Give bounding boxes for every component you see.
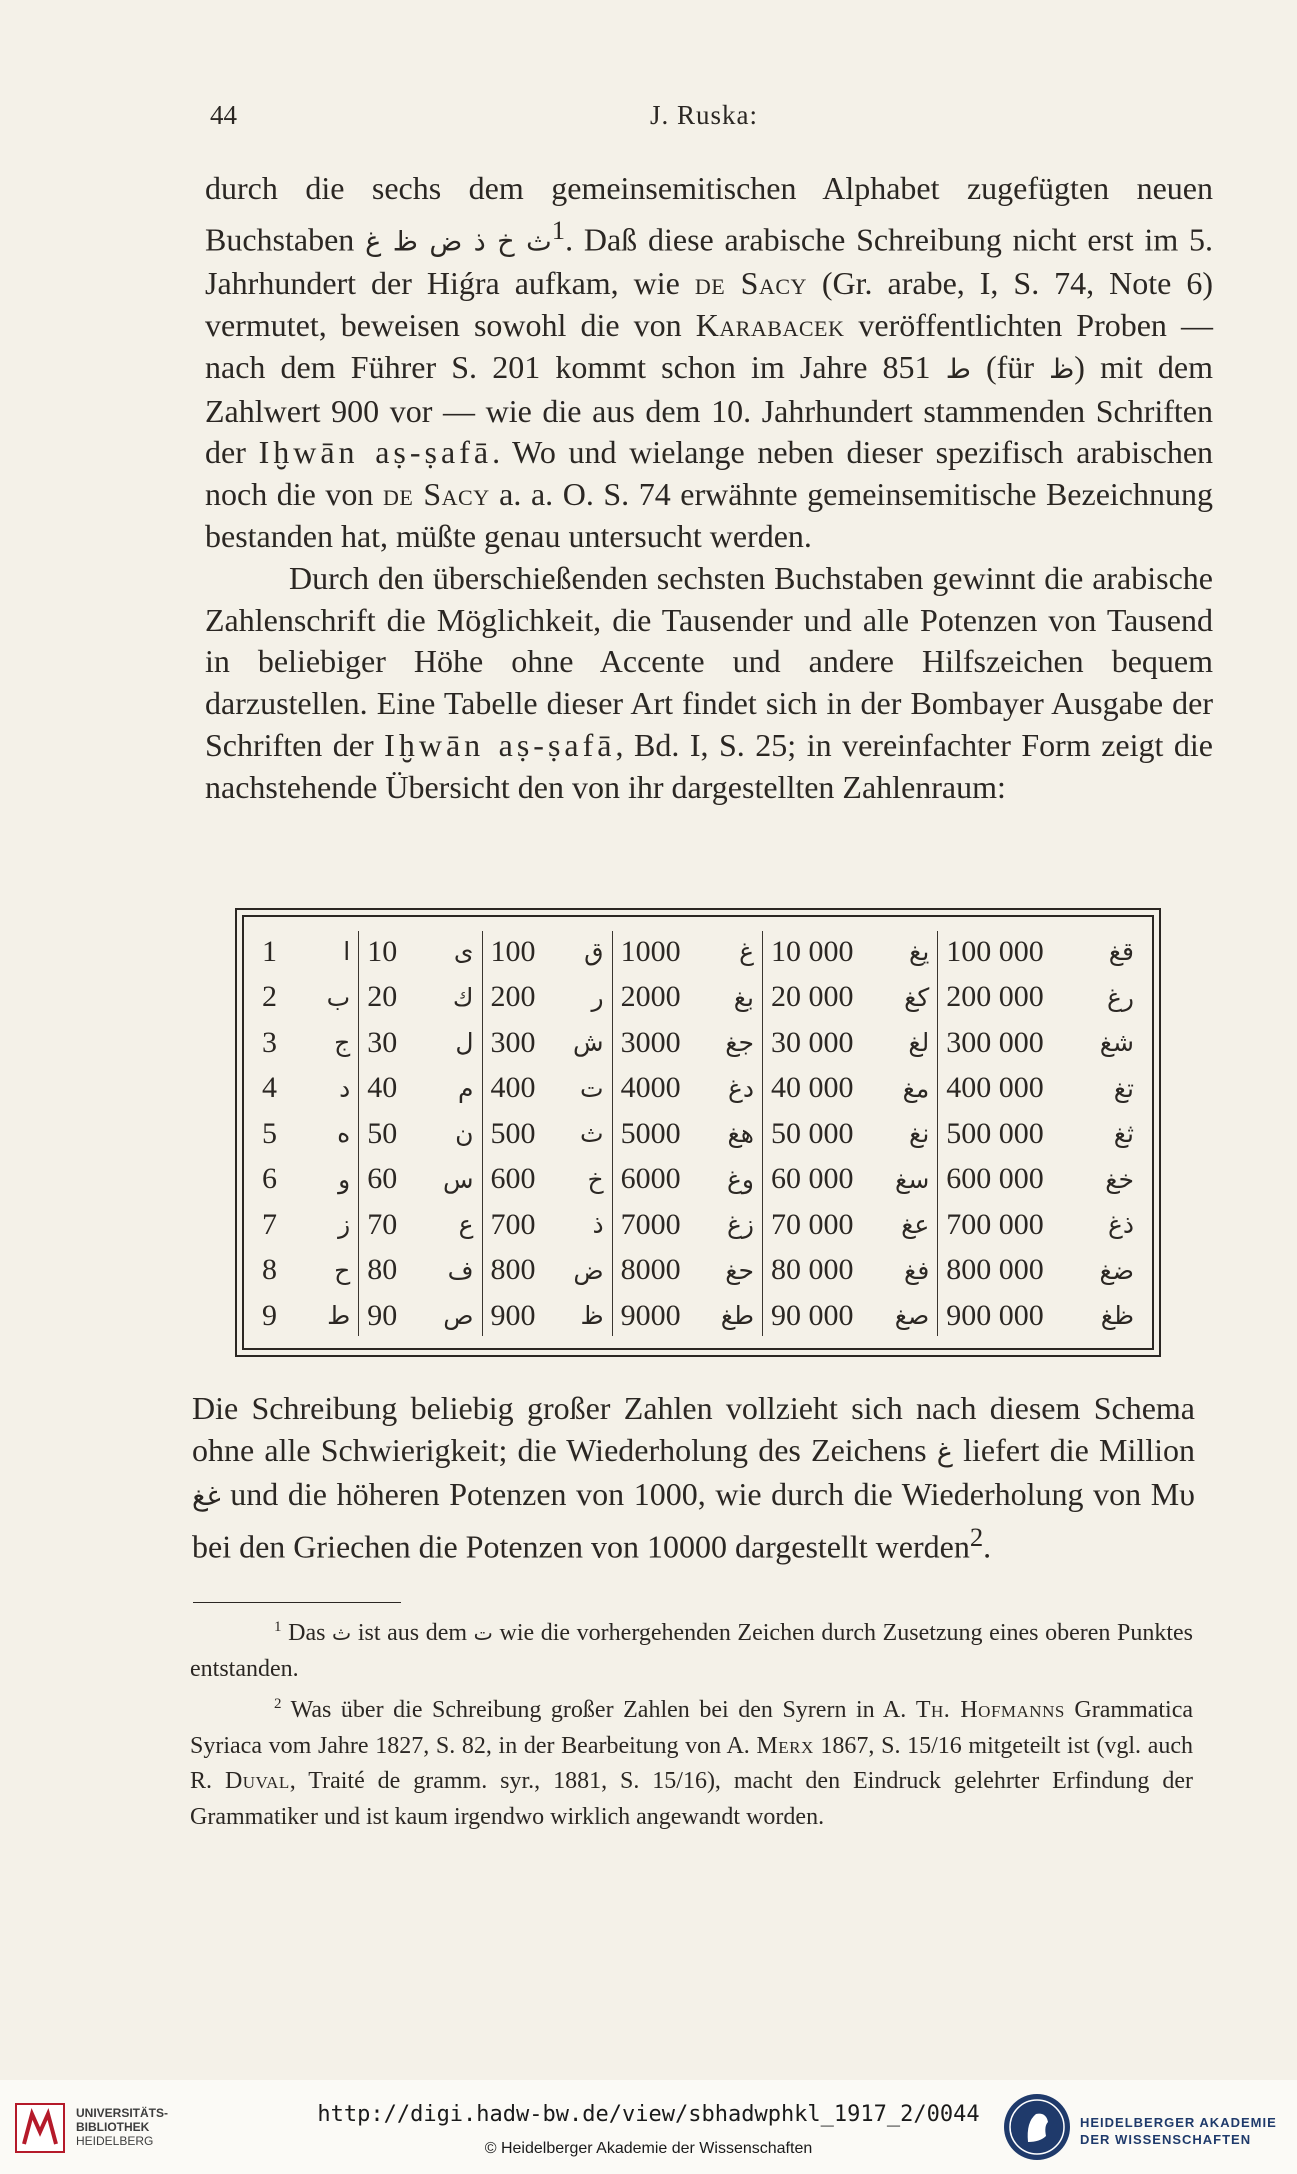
arabic-numeral: نغ	[909, 1119, 930, 1148]
author-name: de Sacy	[694, 265, 807, 302]
table-cell	[946, 1159, 1134, 1200]
arabic-numeral: هغ	[727, 1119, 754, 1148]
table-cell	[491, 1159, 604, 1200]
footnote-rule	[193, 1602, 401, 1603]
table-column	[358, 931, 481, 1336]
arabic-numeral: طغ	[720, 1301, 754, 1330]
arabic-numeral: غ	[739, 937, 754, 966]
table-cell	[946, 1295, 1134, 1336]
arabic-numeral: خ	[587, 1164, 604, 1194]
table-cell	[771, 977, 929, 1018]
text-run: Die Schreibung beliebig großer Zahlen vollzieht sich nach diesem Schema ohne alle Schwierigkeit; die Wiederholung des Zeichens	[192, 1390, 1195, 1468]
table-cell	[491, 1295, 604, 1336]
table-cell	[262, 1295, 350, 1336]
text-run: und die höheren Potenzen von 1000, wie durch die Wiederholung von Mυ bei den Griechen die Potenzen von 10000 dargestellt werden	[192, 1475, 1195, 1566]
arabic-numeral: د	[339, 1073, 351, 1103]
academy-seal-icon	[1002, 2092, 1072, 2162]
footnote-1: $^1$ Das ث ist aus dem ت wie die vorhergehenden Zeichen durch Zusetzung eines oberen Punktes entstanden.	[190, 1619, 1193, 1682]
numeral-value: 8000	[620, 1253, 681, 1286]
numeral-value: 6	[262, 1162, 277, 1195]
arabic-letter: ط	[945, 353, 971, 385]
arabic-numeral: ذغ	[1107, 1210, 1134, 1239]
arabic-numeral: ش	[573, 1028, 604, 1057]
text-run: ist aus dem	[351, 1620, 474, 1646]
numeral-value: 10 000	[771, 934, 854, 968]
numeral-value: 50	[367, 1116, 398, 1150]
table-cell	[262, 1250, 350, 1291]
table-cell	[621, 931, 754, 972]
text-run: a. a. O. S. 74 erwähnte gemeinsemitische Bezeichnung bestanden hat, müßte genau untersucht werden.	[205, 476, 1214, 555]
arabic-numeral: ج	[334, 1028, 351, 1057]
numeral-value: 100	[490, 934, 536, 968]
arabic-letters: ث خ ذ ض ظ غ	[365, 226, 552, 258]
numeral-value: 800 000	[946, 1253, 1044, 1286]
arabic-numeral: زغ	[727, 1210, 754, 1239]
numeral-value: 2000	[620, 980, 681, 1013]
page-header	[210, 100, 1200, 140]
arabic-numeral: ك	[452, 982, 474, 1012]
numeral-value: 900 000	[946, 1298, 1044, 1332]
viewer-footer	[0, 2080, 1297, 2174]
table-cell	[491, 977, 604, 1018]
numeral-value: 500 000	[946, 1116, 1044, 1150]
text-after-table	[192, 1388, 1195, 1569]
numeral-value: 30	[367, 1025, 398, 1059]
numeral-value: 1000	[620, 934, 681, 968]
arabic-numeral: ظغ	[1100, 1301, 1134, 1330]
author-name: Karabacek	[695, 307, 845, 344]
footnote-2: $^2$ Was über die Schreibung großer Zahlen bei den Syrern in A. Th. Hofmanns Grammatica Syriaca vom Jahre 1827, S. 82, in der Bearbeitung von A. Merx 1867, S. 15/16 mitgeteilt ist (vgl. auch R. Duval, Traité de gramm. syr., 1881, S. 15/16), macht den Eindruck gelehrter Erfindung der Grammatiker und ist kaum irgendwo wirklich angewandt worden.	[190, 1696, 1194, 1830]
numeral-value: 2	[262, 980, 277, 1013]
numeral-value: 90 000	[771, 1298, 854, 1332]
table-cell	[771, 1068, 929, 1109]
table-column	[254, 931, 358, 1336]
numeral-value: 1	[262, 934, 277, 968]
text-run: 1867, S. 15/16 mitgeteilt ist (vgl. auch R.	[190, 1732, 1193, 1794]
text-run: . Wo und wielange neben dieser spezifisch arabischen noch die von	[205, 434, 1214, 513]
arabic-letter: ظ	[1049, 353, 1075, 385]
text-run: , Traité de gramm. syr., 1881, S. 15/16), macht den Eindruck gelehrter Erfindung der Grammatiker und ist kaum irgendwo wirklich angewandt worden.	[190, 1768, 1193, 1830]
arabic-letter: ت	[473, 1621, 493, 1645]
arabic-numeral: م	[458, 1073, 474, 1103]
arabic-numeral: جغ	[725, 1028, 754, 1057]
numeral-value: 4000	[620, 1071, 681, 1104]
numeral-table-grid	[242, 915, 1154, 1350]
numeral-value: 20	[367, 980, 398, 1013]
text-run: durch die sechs dem gemeinsemitischen Alphabet zugefügten neuen Buchstaben	[205, 170, 1213, 258]
table-cell	[491, 1250, 604, 1291]
numeral-value: 40 000	[771, 1071, 854, 1104]
numeral-value: 60 000	[771, 1162, 854, 1195]
table-cell	[367, 931, 473, 972]
table-cell	[491, 1022, 604, 1063]
table-cell	[946, 1068, 1134, 1109]
table-cell	[946, 1204, 1134, 1245]
arabic-numeral: ذ	[592, 1210, 604, 1239]
table-cell	[946, 931, 1134, 972]
arabic-numeral: تغ	[1113, 1073, 1134, 1103]
table-cell	[771, 931, 929, 972]
numeral-value: 200 000	[946, 980, 1044, 1013]
numeral-value: 70	[367, 1207, 398, 1241]
table-cell	[621, 1295, 754, 1336]
table-cell	[262, 977, 350, 1018]
numeral-value: 900	[490, 1298, 536, 1332]
permalink-url[interactable]: http://digi.hadw-bw.de/view/sbhadwphkl_1917_2/0044	[317, 2102, 980, 2127]
arabic-numeral: فغ	[904, 1255, 930, 1285]
numeral-value: 6000	[620, 1162, 681, 1195]
numeral-value: 3	[262, 1025, 277, 1059]
table-cell	[621, 1113, 754, 1154]
table-cell	[771, 1159, 929, 1200]
table-cell	[262, 1204, 350, 1245]
arabic-numeral: ظ	[580, 1301, 604, 1330]
text-run: , Bd. I, S. 25; in vereinfachter Form zeigt die nachstehende Übersicht den von ihr dargestellten Zahlenraum:	[205, 727, 1214, 805]
numeral-value: 7000	[620, 1207, 681, 1241]
numeral-value: 4	[262, 1071, 277, 1104]
numeral-value: 10	[367, 934, 398, 968]
footnote-ref-1: 1	[551, 214, 566, 245]
footnotes	[190, 1610, 1193, 1835]
numeral-value: 9000	[620, 1298, 681, 1332]
arabic-numeral: ط	[327, 1301, 351, 1330]
text-run: Das	[288, 1620, 333, 1646]
table-cell	[262, 1022, 350, 1063]
table-cell	[367, 1113, 473, 1154]
table-cell	[771, 1022, 929, 1063]
numeral-value: 300	[490, 1025, 536, 1059]
table-cell	[491, 1204, 604, 1245]
table-cell	[621, 1022, 754, 1063]
author-name: Merx	[756, 1732, 814, 1759]
table-cell	[771, 1204, 929, 1245]
table-cell	[621, 1068, 754, 1109]
paragraph-2	[205, 558, 1213, 809]
arabic-numeral: رغ	[1107, 982, 1134, 1012]
table-cell	[367, 1250, 473, 1291]
arabic-numeral: ت	[580, 1073, 604, 1103]
main-text	[205, 168, 1213, 809]
table-cell	[491, 1113, 604, 1154]
table-cell	[771, 1250, 929, 1291]
numeral-value: 400 000	[946, 1071, 1044, 1104]
table-cell	[946, 1022, 1134, 1063]
table-cell	[367, 977, 473, 1018]
text-run: ) mit dem Zahlwert 900 vor — wie die aus dem 10. Jahrhundert stammenden Schriften der	[205, 348, 1214, 471]
text-run: Grammatica Syriaca vom Jahre 1827, S. 82, in der Bearbeitung von A.	[190, 1697, 1194, 1759]
numeral-value: 40	[367, 1071, 398, 1104]
arabic-numeral: ب	[326, 982, 351, 1012]
table-cell	[262, 1068, 350, 1109]
copyright-notice: © Heidelberger Akademie der Wissenschaften	[484, 2140, 813, 2157]
paragraph-1	[205, 168, 1213, 558]
arabic-numeral: لغ	[908, 1028, 930, 1057]
arabic-numeral: عغ	[901, 1210, 930, 1239]
table-cell	[367, 1022, 473, 1063]
table-column	[762, 931, 937, 1336]
arabic-numeral: ص	[443, 1301, 474, 1330]
table-cell	[367, 1295, 473, 1336]
arabic-numeral: بغ	[733, 982, 754, 1012]
author-name: Th. Hofmanns	[915, 1697, 1065, 1723]
arabic-numeral: ف	[447, 1255, 474, 1285]
numeral-value: 700	[490, 1207, 536, 1241]
paragraph-3: Die Schreibung beliebig großer Zahlen vollzieht sich nach diesem Schema ohne alle Schwierigkeit; die Wiederholung des Zeichens غ liefert die Million غغ und die höheren Potenzen von 1000, wie durch die Wiederholung von Mυ bei den Griechen die Potenzen von 10000 dargestellt werden$^2$.	[192, 1390, 1196, 1566]
arabic-numeral: ه	[337, 1119, 351, 1148]
arabic-numeral: قغ	[1108, 937, 1134, 966]
text-run: veröffentlichten Proben — nach dem Führer S. 201 kommt schon im Jahre 851	[205, 307, 1214, 385]
author-name: Duval	[224, 1768, 290, 1794]
page-number: 44	[210, 100, 237, 130]
arabic-numeral: ق	[584, 937, 604, 966]
running-head: J. Ruska:	[650, 100, 759, 130]
table-cell	[771, 1295, 929, 1336]
table-column	[612, 931, 762, 1336]
numeral-value: 20 000	[771, 980, 854, 1013]
arabic-numeral: ع	[458, 1210, 474, 1239]
numeral-value: 80	[367, 1253, 398, 1286]
arabic-numeral: ز	[338, 1210, 351, 1239]
footnote-ref-2: 2	[969, 1522, 984, 1553]
arabic-numeral: ن	[455, 1119, 474, 1148]
arabic-numeral: سغ	[895, 1164, 930, 1194]
numeral-value: 8	[262, 1253, 277, 1286]
numeral-value: 60	[367, 1162, 398, 1195]
arabic-numeral: كغ	[904, 982, 930, 1012]
arabic-numeral: ى	[453, 937, 474, 966]
arabic-letter: ث	[332, 1621, 352, 1645]
text-run: liefert die Million	[952, 1431, 1196, 1468]
numeral-value: 9	[262, 1298, 277, 1332]
spaced-title: Iḫwān aṣ-ṣafā	[384, 727, 616, 764]
numeral-value: 90	[367, 1298, 398, 1332]
table-cell	[946, 1113, 1134, 1154]
numeral-value: 30 000	[771, 1025, 854, 1059]
text-run: (für	[970, 348, 1050, 385]
table-column	[482, 931, 612, 1336]
table-cell	[262, 1113, 350, 1154]
table-cell	[491, 1068, 604, 1109]
arabic-numeral: حغ	[725, 1255, 754, 1285]
numeral-value: 50 000	[771, 1116, 854, 1150]
arabic-numeral: وغ	[727, 1164, 754, 1194]
table-cell	[946, 977, 1134, 1018]
arabic-numeral: ثغ	[1113, 1119, 1134, 1148]
arabic-numeral: صغ	[894, 1301, 930, 1330]
table-cell	[621, 1250, 754, 1291]
numeral-value: 3000	[620, 1025, 681, 1059]
table-cell	[621, 977, 754, 1018]
numeral-value: 500	[490, 1116, 536, 1150]
table-cell	[771, 1113, 929, 1154]
text-run: Durch den überschießenden sechsten Buchstaben gewinnt die arabische Zahlenschrift die Möglichkeit, die Tausender und alle Potenzen von Tausend in beliebiger Höhe ohne Accente und andere Hilfszeichen bequem darzustellen. Eine Tabelle dieser Art findet sich in der Bombayer Ausgabe der Schriften der	[205, 559, 1213, 764]
arabic-numeral: و	[338, 1164, 351, 1194]
numeral-value: 600	[490, 1162, 536, 1195]
table-cell	[262, 1159, 350, 1200]
arabic-letter: غغ	[192, 1480, 221, 1512]
text-run: wie die vorhergehenden Zeichen durch Zusetzung eines oberen Punktes entstanden.	[190, 1620, 1193, 1682]
arabic-numeral: خغ	[1105, 1164, 1134, 1194]
arabic-numeral: شغ	[1099, 1028, 1134, 1057]
numeral-value: 600 000	[946, 1162, 1044, 1195]
numeral-value: 70 000	[771, 1207, 854, 1241]
arabic-numeral: ا	[343, 937, 351, 966]
arabic-numeral: ح	[334, 1255, 351, 1285]
table-cell	[621, 1204, 754, 1245]
numeral-value: 400	[490, 1071, 536, 1104]
arabic-numeral: ث	[580, 1119, 604, 1148]
spaced-title: Iḫwān aṣ-ṣafā	[258, 434, 493, 471]
numeral-table	[235, 908, 1161, 1357]
numeral-value: 80 000	[771, 1253, 854, 1286]
arabic-numeral: مغ	[902, 1073, 930, 1103]
numeral-value: 700 000	[946, 1207, 1044, 1241]
table-cell	[367, 1159, 473, 1200]
text-run: (Gr. arabe, I, S. 74, Note 6) vermutet, beweisen sowohl die von	[205, 265, 1214, 344]
table-cell	[491, 931, 604, 972]
text-run: . Daß diese arabische Schreibung nicht erst im 5. Jahrhundert der Hiǵra aufkam, wie	[205, 221, 1214, 302]
arabic-numeral: يغ	[909, 937, 930, 966]
academy-name: HEIDELBERGER AKADEMIE DER WISSENSCHAFTEN	[1080, 2115, 1277, 2147]
table-cell	[946, 1250, 1134, 1291]
numeral-value: 7	[262, 1207, 277, 1241]
library-name: UNIVERSITÄTS- BIBLIOTHEK HEIDELBERG	[76, 2106, 169, 2148]
table-cell	[367, 1068, 473, 1109]
table-cell	[621, 1159, 754, 1200]
arabic-numeral: ض	[573, 1255, 604, 1285]
table-column	[937, 931, 1142, 1336]
author-name: de Sacy	[382, 476, 490, 513]
text-run: Was über die Schreibung großer Zahlen bei den Syrern in A.	[290, 1697, 916, 1723]
table-cell	[262, 931, 350, 972]
arabic-numeral: دغ	[727, 1073, 754, 1103]
numeral-value: 100 000	[946, 934, 1044, 968]
arabic-numeral: ل	[455, 1028, 474, 1057]
numeral-value: 800	[490, 1253, 536, 1286]
numeral-value: 5	[262, 1116, 277, 1150]
numeral-value: 5000	[620, 1116, 681, 1150]
arabic-numeral: ضغ	[1099, 1255, 1134, 1285]
numeral-value: 200	[490, 980, 536, 1013]
arabic-numeral: ر	[591, 982, 604, 1012]
arabic-letter: غ	[936, 1436, 953, 1468]
numeral-value: 300 000	[946, 1025, 1044, 1059]
arabic-numeral: س	[442, 1164, 474, 1194]
table-cell	[367, 1204, 473, 1245]
